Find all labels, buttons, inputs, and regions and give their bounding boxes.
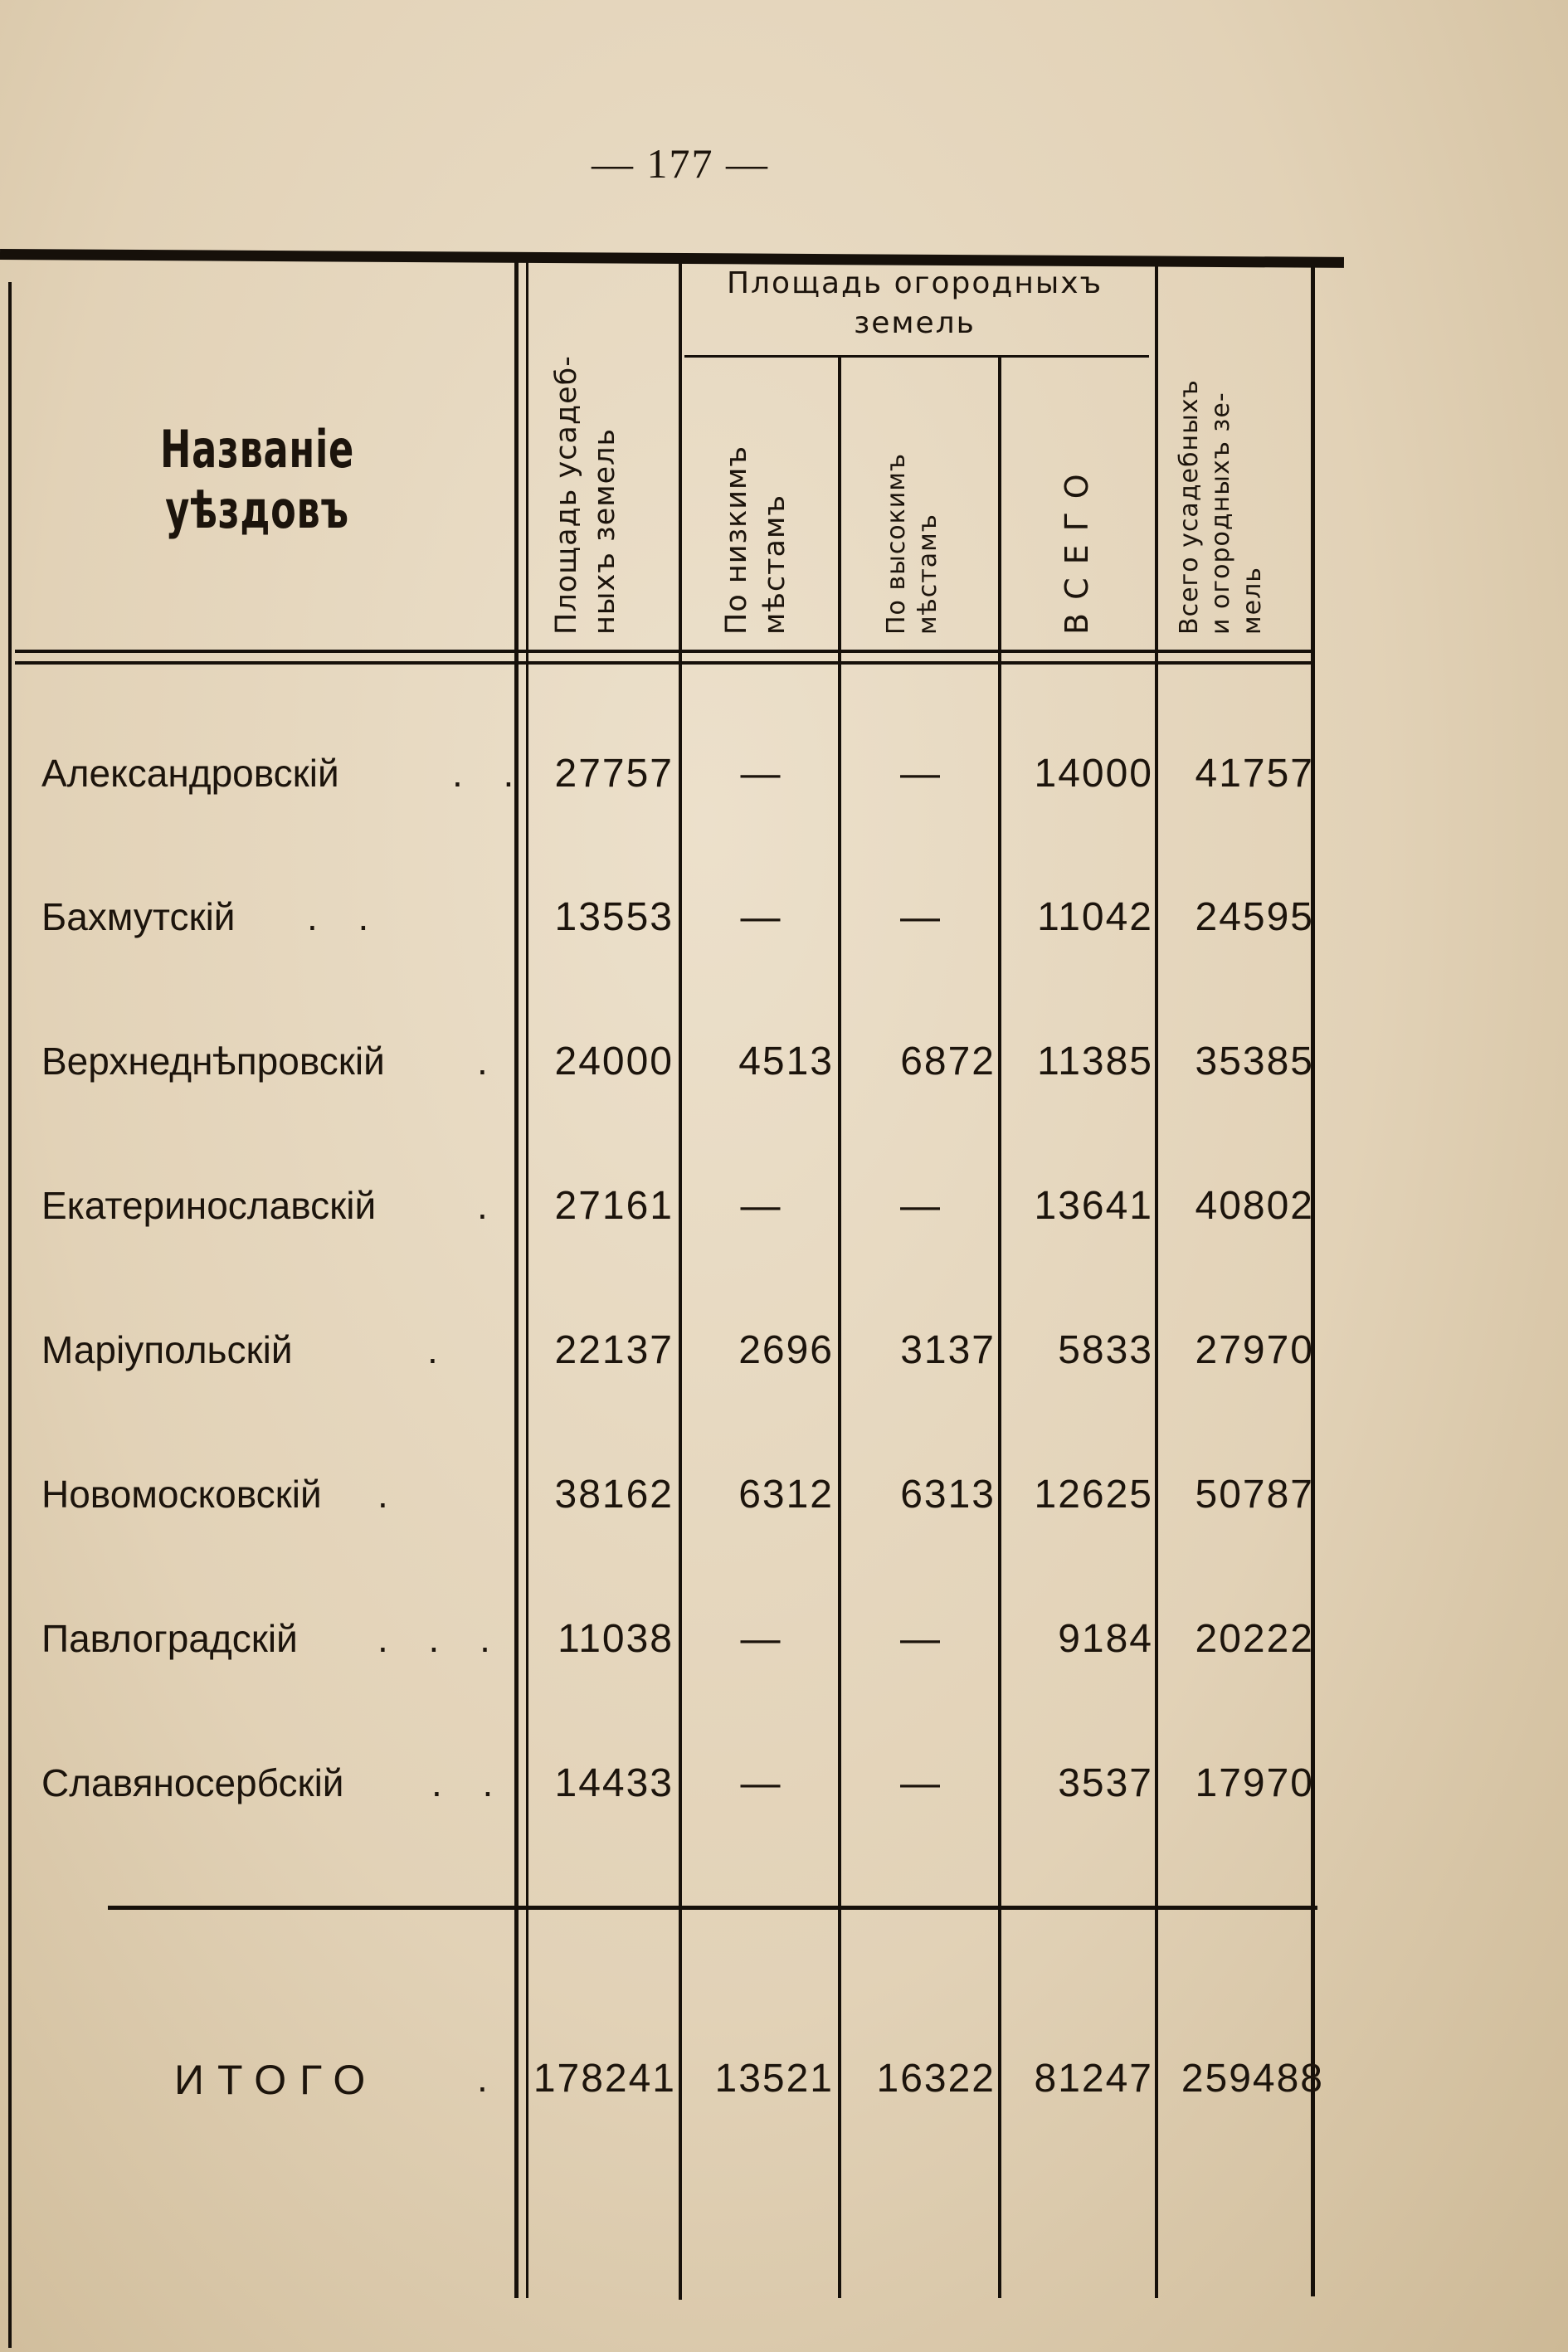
total-dots: . — [477, 2057, 503, 2100]
header-bottom-rule-1 — [15, 650, 1313, 653]
leader-dots: . . — [307, 895, 384, 938]
header-garden-area-group: Площадь огородныхъ земель — [726, 266, 1103, 340]
district-name: Екатеринославскій — [41, 1184, 377, 1227]
cell-garden-total: 3537 — [1058, 1761, 1153, 1805]
cell-high: 6872 — [900, 1040, 996, 1083]
total-estate: 178241 — [533, 2057, 676, 2101]
header-garden-total: ВСЕГО — [1059, 460, 1095, 635]
leader-dots: . — [477, 1184, 503, 1227]
leader-dots: . — [477, 1040, 503, 1083]
total-separator-rule — [108, 1906, 1317, 1910]
district-name: Верхнеднѣпровскій — [41, 1040, 385, 1083]
cell-estate: 14433 — [554, 1761, 674, 1805]
cell-all-total: 17970 — [1195, 1761, 1314, 1805]
leader-dots: . . — [431, 1761, 509, 1804]
cell-low: — — [740, 1761, 782, 1805]
header-high-places: По высокимъ мѣстамъ — [882, 452, 942, 635]
page-number: — 177 — — [592, 140, 769, 187]
cell-low: 2696 — [738, 1328, 834, 1372]
cell-garden-total: 11385 — [1037, 1040, 1153, 1083]
district-name: Павлоградскій — [41, 1617, 298, 1660]
cell-all-total: 24595 — [1195, 895, 1314, 939]
cell-low: 4513 — [738, 1040, 834, 1083]
cell-all-total: 20222 — [1195, 1617, 1314, 1661]
district-name: Бахмутскій — [41, 895, 236, 938]
cell-all-total: 27970 — [1195, 1328, 1314, 1372]
total-label: ИТОГО — [174, 2057, 379, 2103]
district-name: Славяносербскій — [41, 1761, 344, 1804]
cell-all-total: 35385 — [1195, 1040, 1314, 1083]
cell-estate: 27757 — [554, 752, 674, 796]
cell-garden-total: 5833 — [1058, 1328, 1153, 1372]
header-estate-area: Площадь усадеб- ныхъ земель — [550, 355, 621, 635]
cell-all-total: 50787 — [1195, 1473, 1314, 1517]
cell-high: — — [900, 1761, 942, 1805]
table-right-rule — [1311, 264, 1315, 2296]
col-divider-1b — [526, 257, 528, 2298]
leader-dots: . — [427, 1328, 453, 1371]
col-divider-3 — [838, 357, 841, 2298]
cell-garden-total: 12625 — [1034, 1473, 1153, 1517]
district-name: Новомосковскій — [41, 1473, 322, 1516]
cell-all-total: 40802 — [1195, 1184, 1314, 1228]
cell-garden-total: 11042 — [1037, 895, 1153, 939]
header-all-total: Всего усадебныхъ и огородныхъ зе- мель — [1175, 379, 1267, 635]
col-divider-2 — [679, 259, 682, 2300]
cell-all-total: 41757 — [1195, 752, 1314, 796]
cell-high: — — [900, 895, 942, 939]
cell-estate: 24000 — [554, 1040, 674, 1083]
total-all: 259488 — [1181, 2057, 1324, 2101]
district-name: Александровскій — [41, 752, 339, 795]
cell-estate: 27161 — [554, 1184, 674, 1228]
cell-low: — — [740, 895, 782, 939]
leader-dots: . . — [452, 752, 529, 795]
garden-group-rule — [684, 355, 1149, 358]
table-left-rule — [8, 282, 12, 2348]
cell-low: — — [740, 752, 782, 796]
cell-estate: 13553 — [554, 895, 674, 939]
total-high: 16322 — [876, 2057, 996, 2101]
cell-high: 6313 — [900, 1473, 996, 1517]
cell-estate: 22137 — [554, 1328, 674, 1372]
cell-high: — — [900, 1184, 942, 1228]
cell-low: — — [740, 1184, 782, 1228]
header-bottom-rule-2 — [15, 661, 1313, 665]
cell-garden-total: 13641 — [1034, 1184, 1153, 1228]
cell-high: 3137 — [900, 1328, 996, 1372]
cell-estate: 38162 — [554, 1473, 674, 1517]
col-divider-1 — [514, 257, 519, 2298]
cell-low: — — [740, 1617, 782, 1661]
col-divider-5 — [1155, 264, 1158, 2298]
cell-low: 6312 — [738, 1473, 834, 1517]
col-divider-4 — [998, 357, 1001, 2298]
leader-dots: . — [377, 1473, 403, 1516]
cell-high: — — [900, 1617, 942, 1661]
header-district-name: Названіе уѣздовъ — [160, 419, 354, 540]
header-low-places: По низкимъ мѣстамъ — [720, 445, 791, 635]
cell-high: — — [900, 752, 942, 796]
cell-garden-total: 9184 — [1058, 1617, 1153, 1661]
total-low: 13521 — [714, 2057, 834, 2101]
cell-estate: 11038 — [558, 1617, 674, 1661]
leader-dots: . . . — [377, 1617, 505, 1660]
district-name: Маріупольскій — [41, 1328, 293, 1371]
total-garden: 81247 — [1034, 2057, 1153, 2101]
cell-garden-total: 14000 — [1034, 752, 1153, 796]
